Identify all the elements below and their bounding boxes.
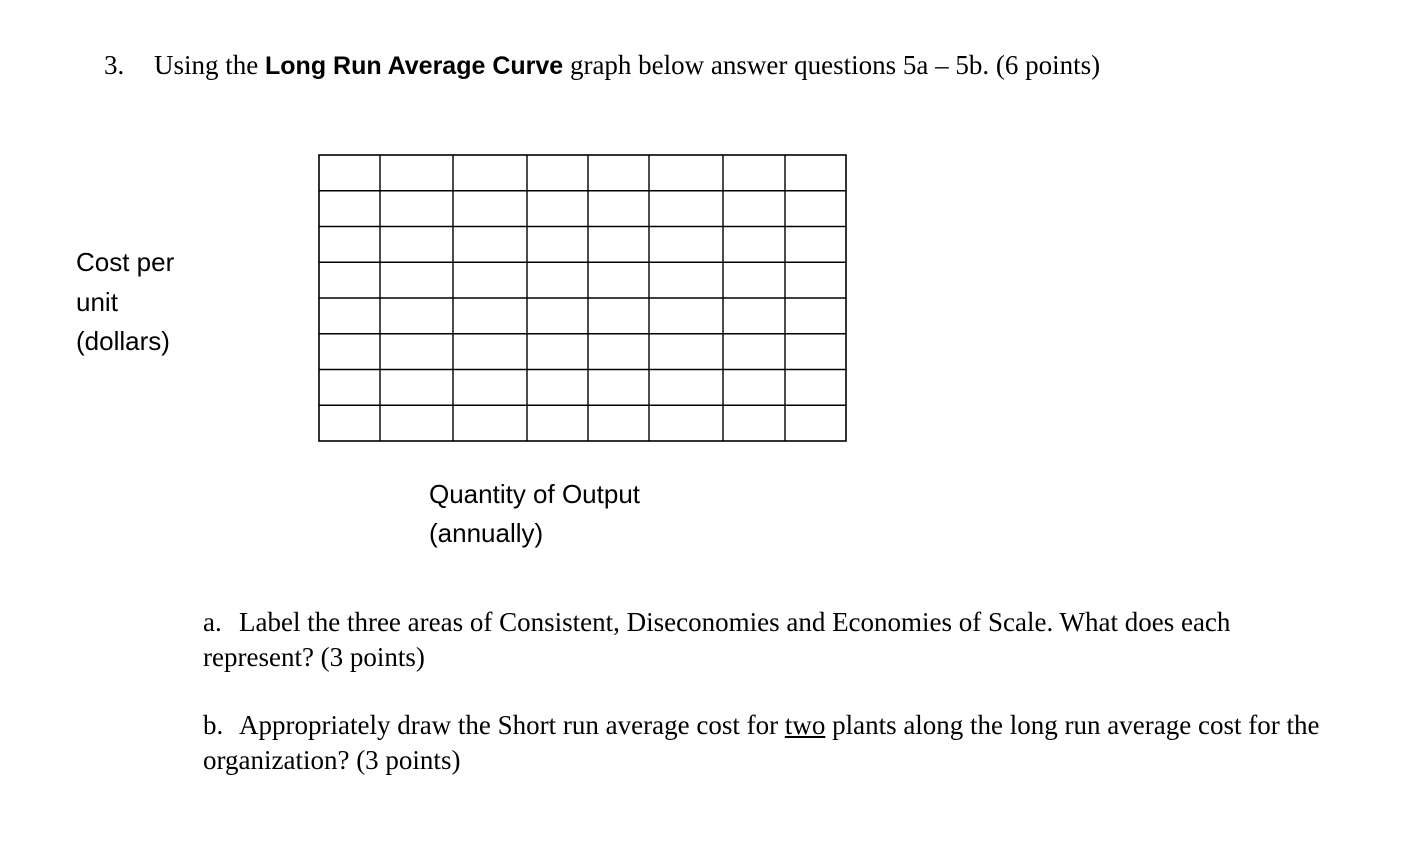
sub-question-b-text-after: plants along the long run average cost for the organization? (3 points) bbox=[203, 710, 1320, 775]
x-axis-label-line: (annually) bbox=[429, 518, 544, 548]
y-axis-label-line: (dollars) bbox=[76, 326, 170, 356]
sub-question-b-letter: b. bbox=[203, 710, 224, 740]
question-prefix: Using the bbox=[154, 50, 259, 80]
sub-question-a-text: Label the three areas of Consistent, Diseconomies and Economies of Scale. What does each represent? (3 points) bbox=[203, 607, 1231, 672]
graph-grid bbox=[318, 154, 848, 444]
x-axis-label bbox=[429, 475, 640, 553]
y-axis-label bbox=[76, 243, 174, 362]
sub-question-b-text-before: Appropriately draw the Short run average cost for bbox=[239, 710, 779, 740]
question-heading bbox=[104, 47, 1100, 84]
grid-lines bbox=[319, 155, 846, 441]
question-suffix: graph below answer questions 5a – 5b. (6 points) bbox=[569, 50, 1101, 80]
y-axis-label-line: unit bbox=[76, 286, 118, 317]
y-axis-label-line: Cost per bbox=[76, 247, 175, 277]
sub-question-a-letter: a. bbox=[203, 607, 222, 637]
sub-question-b bbox=[203, 708, 1323, 778]
question-number: 3. bbox=[104, 50, 125, 80]
sub-question-b-underlined: two bbox=[784, 710, 826, 740]
x-axis-label-line: Quantity of Output bbox=[429, 479, 641, 509]
sub-question-a bbox=[203, 605, 1323, 675]
question-bold-title: Long Run Average Curve bbox=[265, 52, 564, 80]
